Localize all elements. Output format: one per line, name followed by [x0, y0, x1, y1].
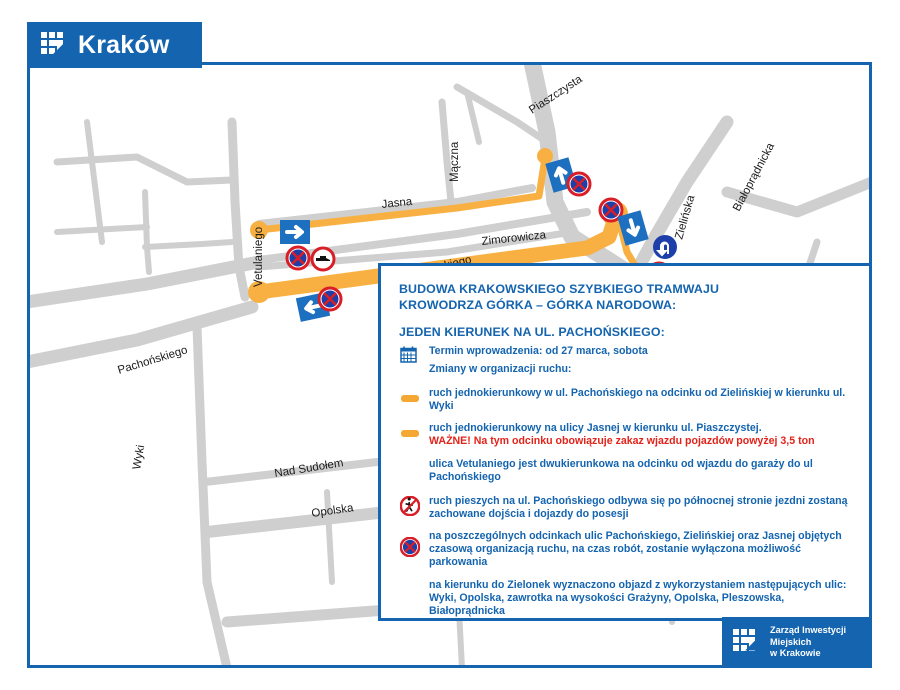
- no-pedestrians-icon: [399, 495, 429, 521]
- legend-item-text: ruch pieszych na ul. Pachońskiego odbywa się po północnej stronie jezdni zostaną zachowane dojścia i dojazdy do posesji: [429, 495, 848, 520]
- legend-item-parking: [399, 530, 851, 569]
- legend-title-line2: KROWODRZA GÓRKA – GÓRKA NARODOWA:: [399, 297, 677, 312]
- legend-changes-row: [399, 363, 851, 376]
- spacer: [399, 363, 429, 376]
- legend-title: [399, 282, 851, 313]
- legend-item-main: ruch jednokierunkowy na ulicy Jasnej w kierunku ul. Piaszczystej.: [429, 422, 762, 434]
- orange-dash-icon: [399, 422, 429, 448]
- krakow-grid-logo-icon: [41, 32, 67, 58]
- no-stopping-sign: [319, 288, 341, 310]
- zim-grid-logo-icon: [733, 629, 761, 657]
- no-trucks-sign: [312, 248, 334, 270]
- legend-subtitle: JEDEN KIERUNEK NA UL. PACHOŃSKIEGO:: [399, 325, 665, 339]
- footer-line1: Zarząd Inwestycji: [770, 625, 847, 636]
- legend-panel: [378, 263, 872, 621]
- street-label: Białoprądnicka: [731, 141, 778, 214]
- street-label: Opolska: [310, 502, 355, 520]
- no-stopping-icon: [399, 530, 429, 569]
- legend-item-jasna: [399, 422, 851, 448]
- legend-date-text: Termin wprowadzenia: od 27 marca, sobota: [429, 345, 648, 357]
- street-label: Pachońskiego: [116, 344, 189, 377]
- footer-line2: Miejskich: [770, 636, 812, 647]
- legend-item-pedestrians: [399, 495, 851, 521]
- legend-note-vetulaniego: ulica Vetulaniego jest dwukierunkowa na odcinku od wjazdu do garaży do ul Pachońskiego: [429, 458, 813, 483]
- header-title: Kraków: [78, 30, 170, 59]
- street-label: Jasna: [381, 195, 413, 211]
- street-label: Mączna: [449, 141, 461, 182]
- no-stopping-sign: [568, 173, 590, 195]
- street-label: Nad Sudołem: [273, 457, 345, 480]
- street-label: Wyki: [131, 444, 148, 471]
- footer-logo: [722, 617, 872, 668]
- orange-dash-icon: [399, 387, 429, 413]
- legend-item-pachonskiego: [399, 387, 851, 413]
- header-tab: [27, 22, 202, 68]
- street-label: Zimorowicza: [481, 229, 547, 248]
- legend-item-text: ruch jednokierunkowy w ul. Pachońskiego na odcinku od Zielińskiej w kierunku ul. Wyki: [429, 387, 846, 412]
- u-turn-left-sign: [653, 235, 677, 259]
- footer-logo-text: [770, 625, 846, 660]
- street-label: Piaszczysta: [527, 73, 585, 117]
- route-node: [537, 148, 553, 164]
- legend-date-row: [399, 345, 851, 358]
- legend-item-warning: WAŻNE! Na tym odcinku obowiązuje zakaz wjazdu pojazdów powyżej 3,5 ton: [429, 435, 815, 447]
- legend-item-text: [429, 422, 851, 448]
- legend-item-text: na poszczególnych odcinkach ulic Pachońskiego, Zielińskiej oraz Jasnej objętych czasową organizacją ruchu, na czas robót, zostanie wyłączona możliwość parkowania: [429, 530, 842, 568]
- arrow-right-sign: [280, 220, 310, 244]
- street-label: Zielińska: [673, 193, 698, 241]
- legend-note-detour: na kierunku do Zielonek wyznaczono objazd z wykorzystaniem następujących ulic: Wyki, Opolska, zawrotka na wysokości Grażyny, Opolska, Pleszowska, Białoprądnicka: [429, 579, 847, 617]
- calendar-icon: [399, 345, 429, 358]
- legend-changes-heading: Zmiany w organizacji ruchu:: [429, 363, 572, 375]
- footer-line3: w Krakowie: [770, 648, 821, 659]
- street-label: Vetulaniego: [253, 226, 265, 287]
- legend-title-line1: BUDOWA KRAKOWSKIEGO SZYBKIEGO TRAMWAJU: [399, 282, 719, 296]
- no-stopping-sign: [287, 247, 309, 269]
